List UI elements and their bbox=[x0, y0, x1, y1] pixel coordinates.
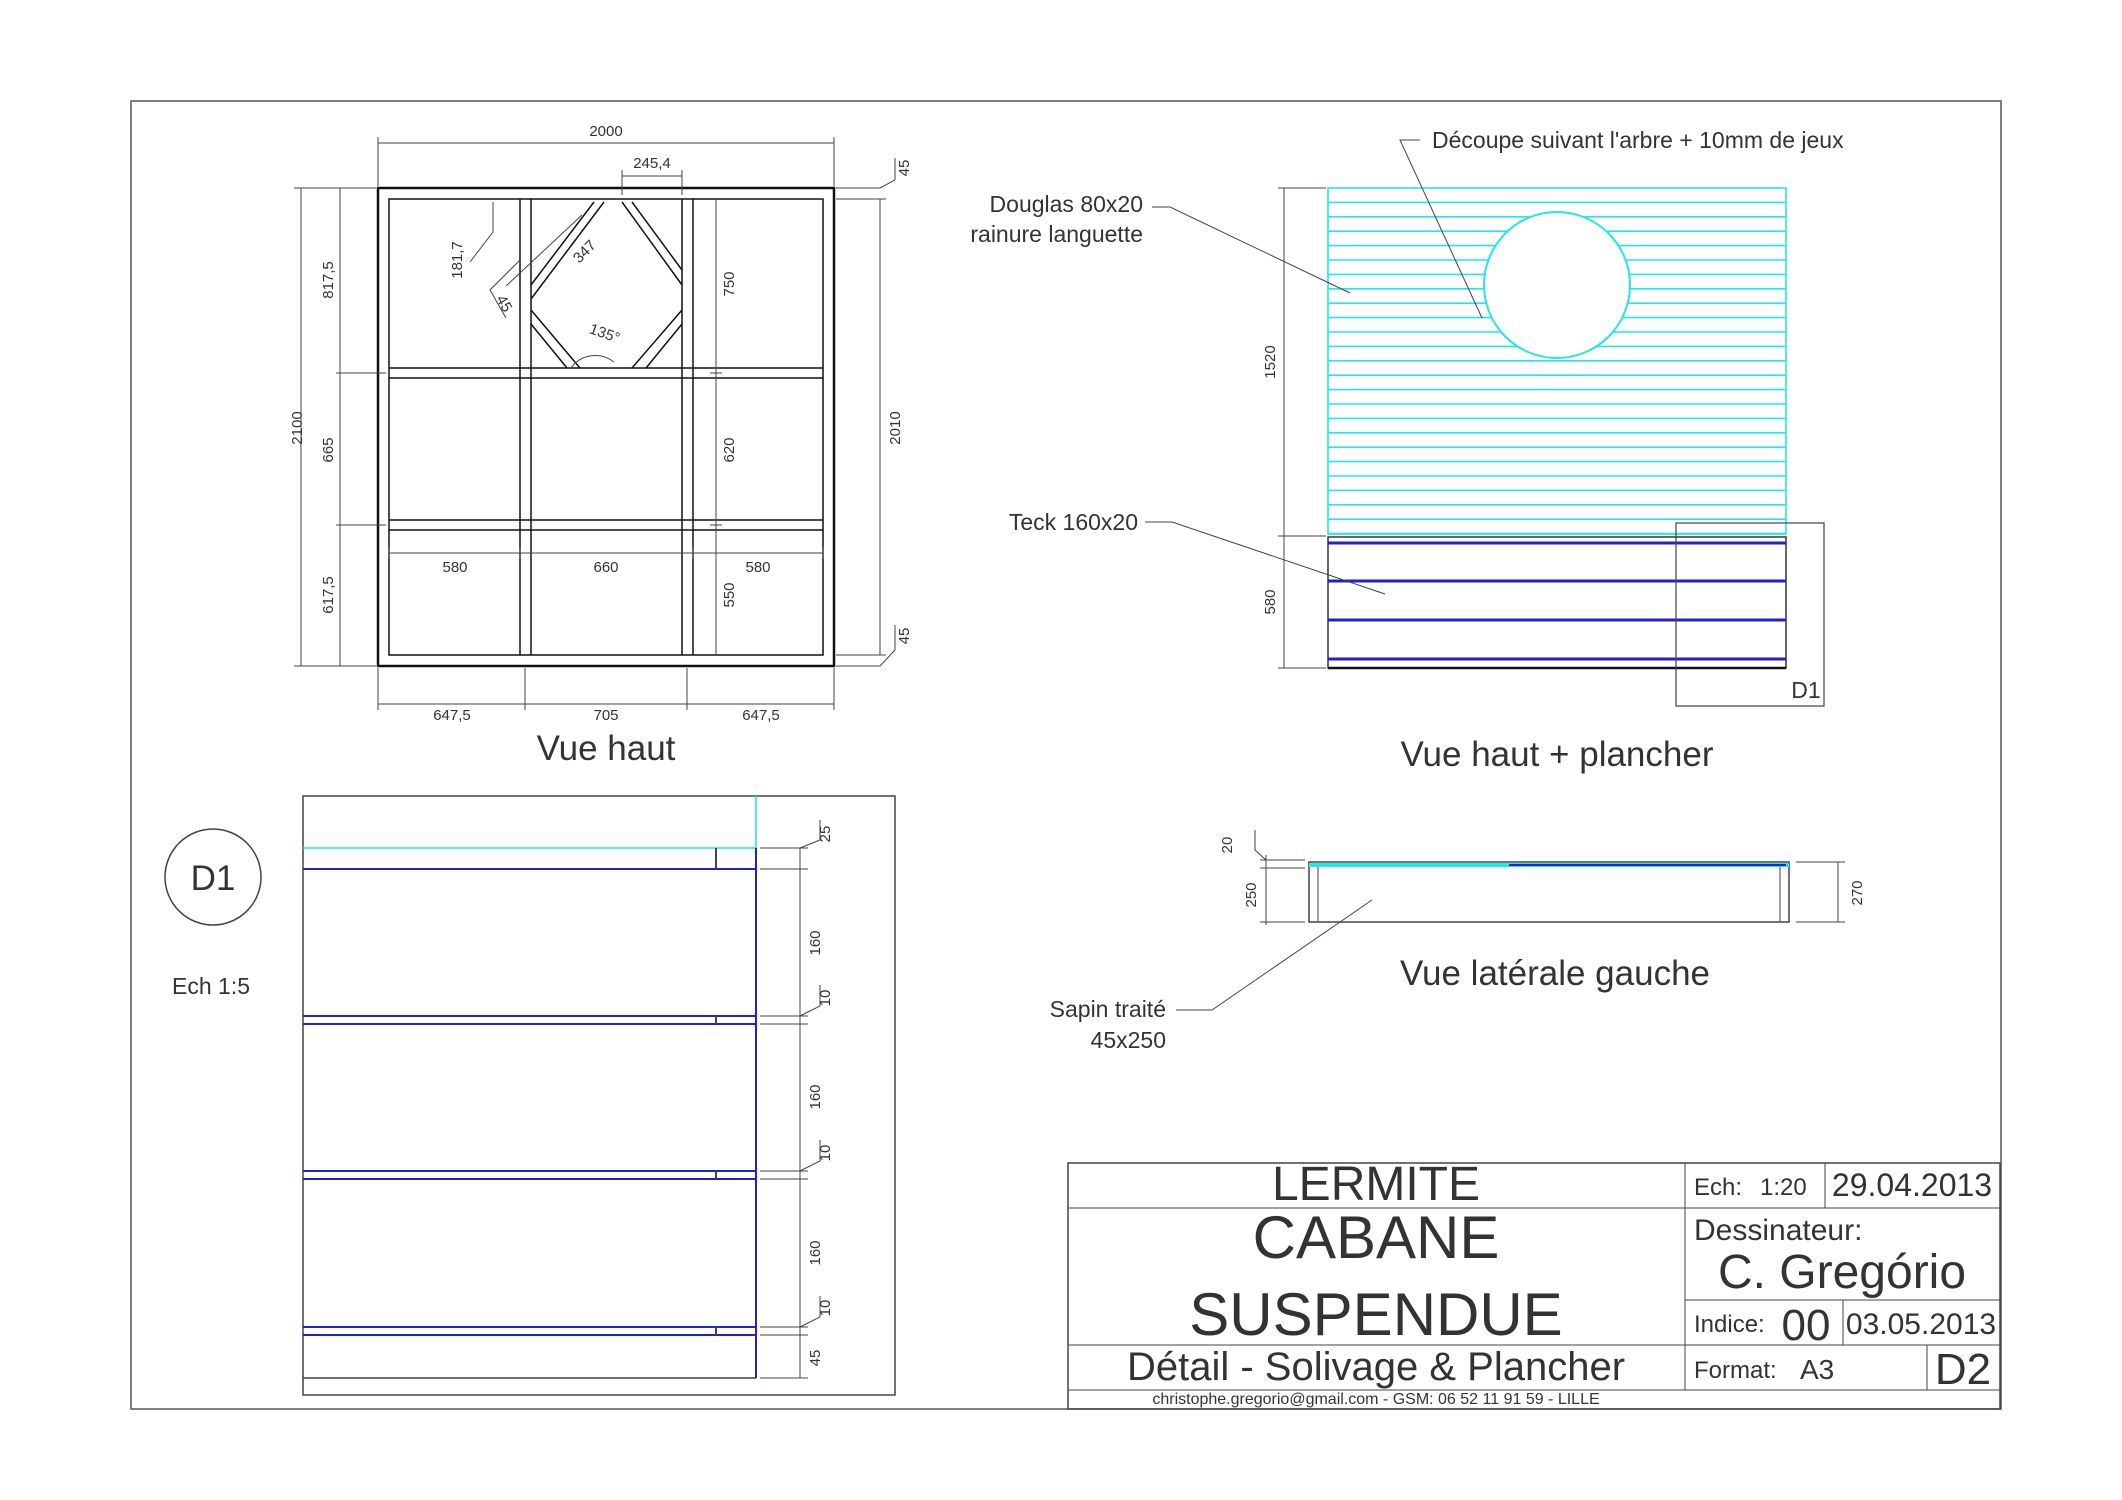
project-name: LERMITE bbox=[1271, 1158, 1481, 1211]
dim-left-mid: 665 bbox=[320, 437, 337, 463]
callout-sapin-1: Sapin traité bbox=[1049, 996, 1166, 1022]
dim-bottom-left: 647,5 bbox=[433, 707, 471, 724]
project-title-2: SUSPENDUE bbox=[1189, 1281, 1563, 1348]
scale-value: 1:20 bbox=[1760, 1174, 1807, 1201]
view-title-top-floor: Vue haut + plancher bbox=[1400, 735, 1714, 774]
top-floor-dim-lines bbox=[1278, 188, 1326, 668]
detail-dim-5: 160 bbox=[807, 1240, 824, 1266]
detail-dim-3: 160 bbox=[807, 1084, 824, 1110]
dim-left-top: 817,5 bbox=[320, 261, 337, 299]
dim-total-height: 2100 bbox=[289, 411, 306, 445]
dim-total-width: 2000 bbox=[589, 123, 623, 140]
tree-cutout bbox=[1484, 212, 1630, 358]
dim-brace-length: 347 bbox=[569, 236, 600, 267]
dim-bottom-mid: 705 bbox=[593, 707, 619, 724]
frame-outer bbox=[378, 188, 834, 666]
dim-right-top: 750 bbox=[721, 271, 738, 297]
dim-angle: 135° bbox=[587, 320, 623, 348]
format-value: A3 bbox=[1800, 1354, 1835, 1385]
index-label: Indice: bbox=[1694, 1311, 1765, 1338]
detail-d1 bbox=[165, 796, 895, 1395]
sheet-number: D2 bbox=[1934, 1345, 1992, 1394]
format-label: Format: bbox=[1694, 1357, 1777, 1384]
detail-dim-7: 45 bbox=[807, 1349, 824, 1367]
scale-label: Ech: bbox=[1694, 1174, 1743, 1201]
drawing-date: 29.04.2013 bbox=[1831, 1167, 1993, 1203]
dim-brace-vertical: 181,7 bbox=[449, 241, 466, 279]
detail-dim-1: 160 bbox=[807, 930, 824, 956]
horizontal-joists bbox=[389, 368, 823, 530]
dim-lower: 580 bbox=[1262, 589, 1279, 615]
dim-bottom-margin: 45 bbox=[896, 627, 913, 645]
dim-span-right: 580 bbox=[745, 559, 771, 576]
detail-dim-6: 10 bbox=[817, 1299, 834, 1317]
dim-upper: 1520 bbox=[1262, 345, 1279, 379]
dim-inner-height: 2010 bbox=[887, 411, 904, 445]
detail-tag: D1 bbox=[190, 859, 236, 898]
dim-side-top: 20 bbox=[1219, 836, 1236, 854]
detail-dim-0: 25 bbox=[817, 825, 834, 843]
callout-cut: Découpe suivant l'arbre + 10mm de jeux bbox=[1432, 127, 1844, 153]
dim-left-bottom: 617,5 bbox=[320, 576, 337, 614]
detail-dim-4: 10 bbox=[817, 1144, 834, 1162]
revision-date: 03.05.2013 bbox=[1845, 1308, 1997, 1341]
dim-span-mid: 660 bbox=[593, 559, 619, 576]
vertical-joists bbox=[520, 199, 693, 655]
detail-tag-d1: D1 bbox=[1791, 677, 1821, 703]
callout-sapin-2: 45x250 bbox=[1090, 1027, 1166, 1053]
dim-span-left: 580 bbox=[442, 559, 468, 576]
dim-side-left: 250 bbox=[1243, 882, 1260, 908]
index-value: 00 bbox=[1781, 1301, 1831, 1350]
dim-top-margin: 45 bbox=[896, 159, 913, 177]
dim-brace-angle: 45 bbox=[492, 292, 516, 316]
dim-diagonal-offset: 245,4 bbox=[633, 155, 671, 172]
leader-douglas bbox=[1152, 207, 1350, 293]
top-view bbox=[289, 123, 913, 768]
callout-teck: Teck 160x20 bbox=[1008, 509, 1138, 535]
leader-cut bbox=[1400, 140, 1482, 318]
dim-right-mid: 620 bbox=[721, 437, 738, 463]
detail-scale: Ech 1:5 bbox=[172, 973, 250, 999]
title-block bbox=[1068, 1158, 2000, 1409]
top-view-dim-lines bbox=[294, 137, 895, 710]
project-title-1: CABANE bbox=[1252, 1204, 1500, 1271]
drawing-subtitle: Détail - Solivage & Plancher bbox=[1126, 1345, 1626, 1389]
view-title-side: Vue latérale gauche bbox=[1399, 954, 1711, 993]
view-title-top: Vue haut bbox=[536, 729, 676, 768]
callout-douglas-1: Douglas 80x20 bbox=[989, 191, 1143, 217]
dim-side-right: 270 bbox=[1849, 880, 1866, 906]
dim-bottom-right: 647,5 bbox=[742, 707, 780, 724]
drawer-name: C. Gregório bbox=[1717, 1246, 1967, 1299]
teak-floor-area bbox=[1328, 537, 1786, 668]
detail-dim-2: 10 bbox=[817, 989, 834, 1007]
teak-planks bbox=[1328, 543, 1786, 659]
top-floor-view bbox=[970, 127, 1844, 774]
drawer-label: Dessinateur: bbox=[1694, 1214, 1863, 1247]
sheet-border bbox=[131, 101, 2001, 1409]
contact-line: christophe.gregorio@gmail.com - GSM: 06 52 11 91 59 - LILLE bbox=[1152, 1391, 1600, 1408]
side-beam bbox=[1309, 862, 1789, 922]
callout-douglas-2: rainure languette bbox=[970, 221, 1143, 247]
side-view bbox=[1050, 830, 1866, 1053]
dim-right-bottom: 550 bbox=[721, 582, 738, 608]
detail-planks bbox=[303, 848, 756, 1378]
